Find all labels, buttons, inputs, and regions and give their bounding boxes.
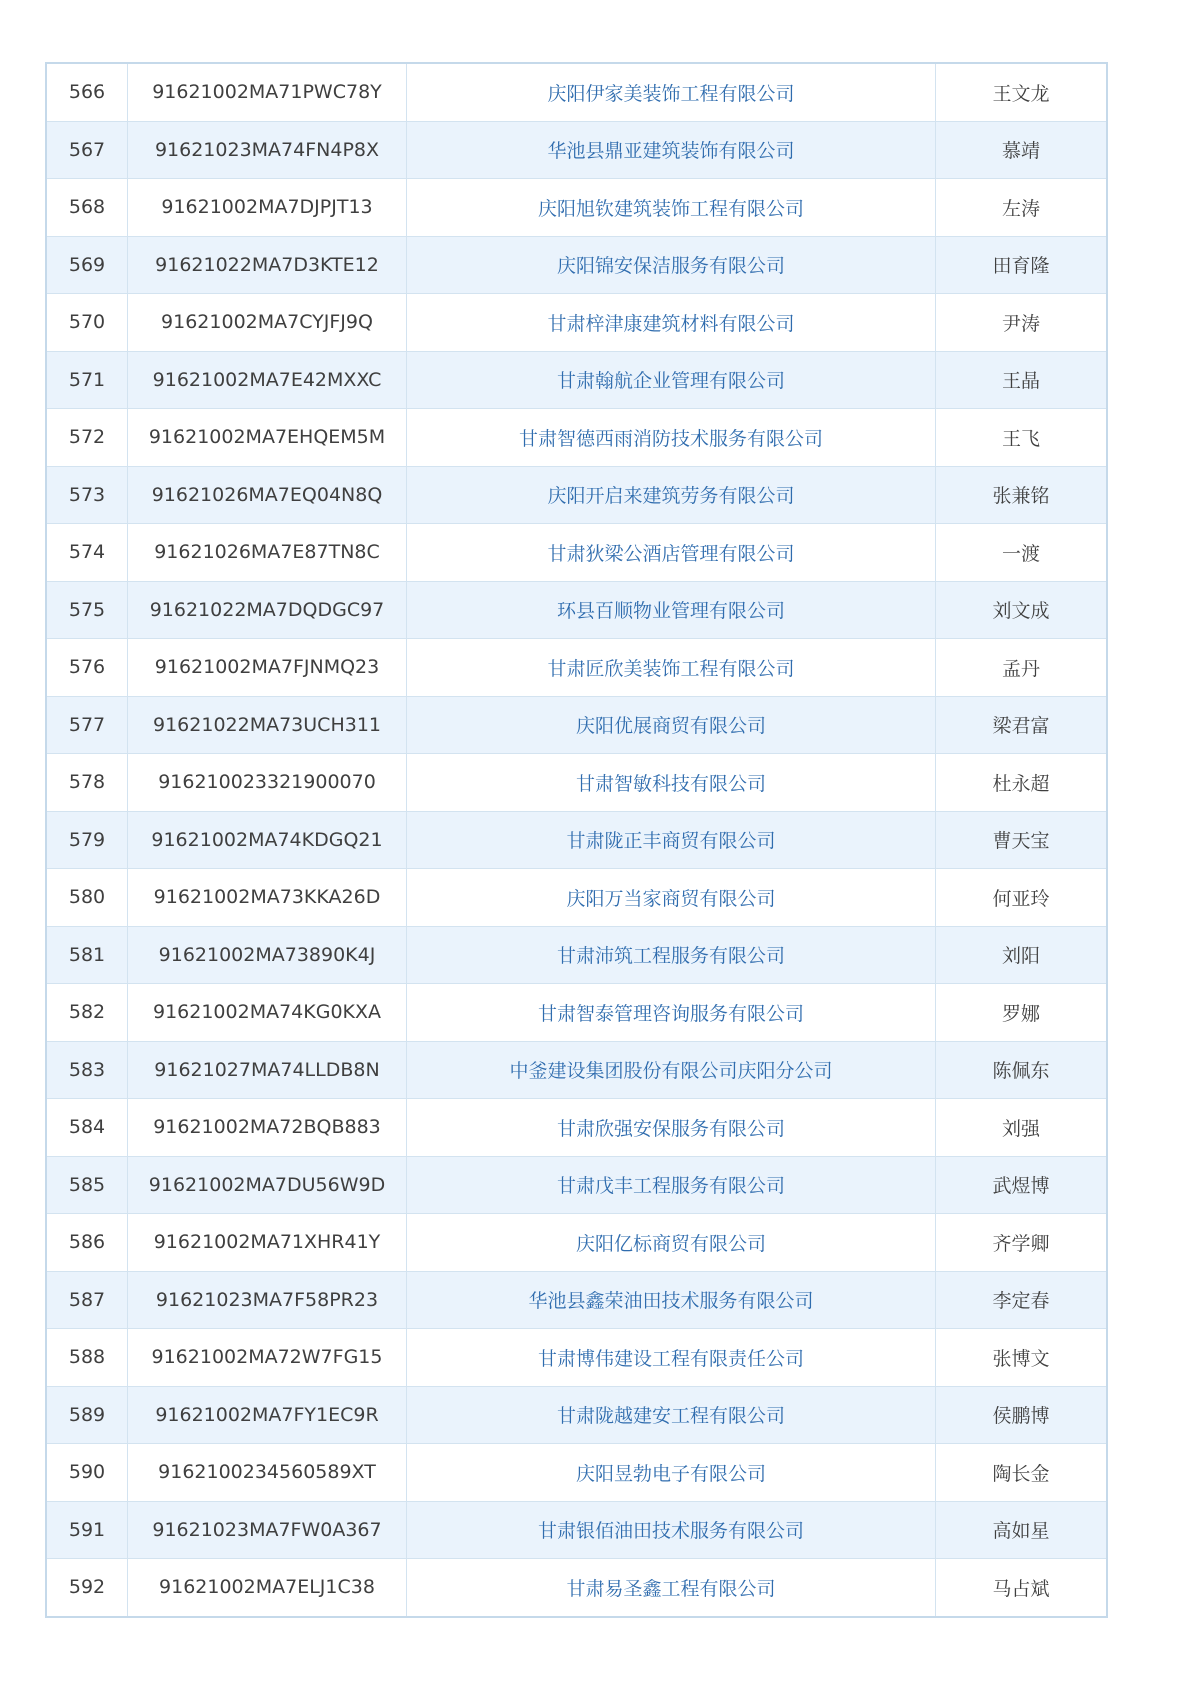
serial-number-cell: 581 <box>46 926 128 984</box>
serial-number-cell: 573 <box>46 466 128 524</box>
serial-number-cell: 574 <box>46 524 128 582</box>
table-row <box>46 639 1107 697</box>
serial-number-cell: 587 <box>46 1271 128 1329</box>
serial-number-cell: 577 <box>46 696 128 754</box>
company-name-cell: 庆阳优展商贸有限公司 <box>407 696 936 754</box>
legal-rep-cell: 罗娜 <box>936 984 1108 1042</box>
credit-code-cell: 916210023321900070 <box>128 754 407 812</box>
table-row <box>46 1386 1107 1444</box>
legal-rep-cell: 刘强 <box>936 1099 1108 1157</box>
credit-code-cell: 91621022MA73UCH311 <box>128 696 407 754</box>
legal-rep-cell: 杜永超 <box>936 754 1108 812</box>
company-name-cell: 甘肃沛筑工程服务有限公司 <box>407 926 936 984</box>
credit-code-cell: 91621002MA74KG0KXA <box>128 984 407 1042</box>
company-name-cell: 庆阳旭钦建筑装饰工程有限公司 <box>407 179 936 237</box>
company-name-cell: 甘肃梓津康建筑材料有限公司 <box>407 294 936 352</box>
registry-table <box>45 62 1108 1618</box>
legal-rep-cell: 王飞 <box>936 409 1108 467</box>
table-row <box>46 1329 1107 1387</box>
company-name-cell: 甘肃狄梁公酒店管理有限公司 <box>407 524 936 582</box>
company-name-cell: 华池县鑫荣油田技术服务有限公司 <box>407 1271 936 1329</box>
legal-rep-cell: 马占斌 <box>936 1559 1108 1617</box>
table-row <box>46 1156 1107 1214</box>
serial-number-cell: 579 <box>46 811 128 869</box>
table-row <box>46 121 1107 179</box>
legal-rep-cell: 慕靖 <box>936 121 1108 179</box>
credit-code-cell: 91621002MA74KDGQ21 <box>128 811 407 869</box>
legal-rep-cell: 王文龙 <box>936 63 1108 121</box>
credit-code-cell: 91621002MA72BQB883 <box>128 1099 407 1157</box>
credit-code-cell: 91621027MA74LLDB8N <box>128 1041 407 1099</box>
company-name-cell: 甘肃智敏科技有限公司 <box>407 754 936 812</box>
serial-number-cell: 568 <box>46 179 128 237</box>
legal-rep-cell: 李定春 <box>936 1271 1108 1329</box>
company-name-cell: 甘肃博伟建设工程有限责任公司 <box>407 1329 936 1387</box>
legal-rep-cell: 曹天宝 <box>936 811 1108 869</box>
company-name-cell: 华池县鼎亚建筑装饰有限公司 <box>407 121 936 179</box>
credit-code-cell: 91621002MA71PWC78Y <box>128 63 407 121</box>
table-row <box>46 524 1107 582</box>
company-name-cell: 庆阳万当家商贸有限公司 <box>407 869 936 927</box>
table-row <box>46 1444 1107 1502</box>
credit-code-cell: 91621026MA7E87TN8C <box>128 524 407 582</box>
serial-number-cell: 588 <box>46 1329 128 1387</box>
credit-code-cell: 91621002MA7EHQEM5M <box>128 409 407 467</box>
credit-code-cell: 91621022MA7DQDGC97 <box>128 581 407 639</box>
serial-number-cell: 575 <box>46 581 128 639</box>
serial-number-cell: 583 <box>46 1041 128 1099</box>
company-name-cell: 甘肃智泰管理咨询服务有限公司 <box>407 984 936 1042</box>
table-row <box>46 466 1107 524</box>
credit-code-cell: 91621002MA7ELJ1C38 <box>128 1559 407 1617</box>
legal-rep-cell: 一渡 <box>936 524 1108 582</box>
legal-rep-cell: 田育隆 <box>936 236 1108 294</box>
serial-number-cell: 584 <box>46 1099 128 1157</box>
company-name-cell: 甘肃智德西雨消防技术服务有限公司 <box>407 409 936 467</box>
legal-rep-cell: 陶长金 <box>936 1444 1108 1502</box>
credit-code-cell: 91621002MA7DU56W9D <box>128 1156 407 1214</box>
legal-rep-cell: 陈佩东 <box>936 1041 1108 1099</box>
table-row <box>46 294 1107 352</box>
credit-code-cell: 91621023MA7FW0A367 <box>128 1501 407 1559</box>
credit-code-cell: 91621022MA7D3KTE12 <box>128 236 407 294</box>
table-row <box>46 869 1107 927</box>
serial-number-cell: 576 <box>46 639 128 697</box>
credit-code-cell: 91621002MA73KKA26D <box>128 869 407 927</box>
company-name-cell: 庆阳伊家美装饰工程有限公司 <box>407 63 936 121</box>
table-row <box>46 63 1107 121</box>
legal-rep-cell: 刘文成 <box>936 581 1108 639</box>
company-name-cell: 甘肃陇越建安工程有限公司 <box>407 1386 936 1444</box>
company-name-cell: 庆阳锦安保洁服务有限公司 <box>407 236 936 294</box>
credit-code-cell: 91621002MA71XHR41Y <box>128 1214 407 1272</box>
legal-rep-cell: 左涛 <box>936 179 1108 237</box>
company-name-cell: 甘肃欣强安保服务有限公司 <box>407 1099 936 1157</box>
credit-code-cell: 91621002MA7E42MXXC <box>128 351 407 409</box>
table-row <box>46 696 1107 754</box>
credit-code-cell: 91621023MA74FN4P8X <box>128 121 407 179</box>
serial-number-cell: 582 <box>46 984 128 1042</box>
legal-rep-cell: 张兼铭 <box>936 466 1108 524</box>
company-name-cell: 甘肃戊丰工程服务有限公司 <box>407 1156 936 1214</box>
company-name-cell: 庆阳昱勃电子有限公司 <box>407 1444 936 1502</box>
company-name-cell: 庆阳开启来建筑劳务有限公司 <box>407 466 936 524</box>
legal-rep-cell: 武煜博 <box>936 1156 1108 1214</box>
company-name-cell: 甘肃翰航企业管理有限公司 <box>407 351 936 409</box>
legal-rep-cell: 侯鹏博 <box>936 1386 1108 1444</box>
legal-rep-cell: 齐学卿 <box>936 1214 1108 1272</box>
company-name-cell: 中釜建设集团股份有限公司庆阳分公司 <box>407 1041 936 1099</box>
serial-number-cell: 586 <box>46 1214 128 1272</box>
serial-number-cell: 572 <box>46 409 128 467</box>
legal-rep-cell: 孟丹 <box>936 639 1108 697</box>
table-row <box>46 811 1107 869</box>
serial-number-cell: 570 <box>46 294 128 352</box>
company-name-cell: 甘肃匠欣美装饰工程有限公司 <box>407 639 936 697</box>
serial-number-cell: 567 <box>46 121 128 179</box>
serial-number-cell: 566 <box>46 63 128 121</box>
legal-rep-cell: 王晶 <box>936 351 1108 409</box>
company-name-cell: 环县百顺物业管理有限公司 <box>407 581 936 639</box>
table-row <box>46 236 1107 294</box>
table-row <box>46 1214 1107 1272</box>
credit-code-cell: 91621002MA7DJPJT13 <box>128 179 407 237</box>
legal-rep-cell: 刘阳 <box>936 926 1108 984</box>
credit-code-cell: 91621002MA73890K4J <box>128 926 407 984</box>
serial-number-cell: 585 <box>46 1156 128 1214</box>
legal-rep-cell: 尹涛 <box>936 294 1108 352</box>
legal-rep-cell: 张博文 <box>936 1329 1108 1387</box>
credit-code-cell: 91621023MA7F58PR23 <box>128 1271 407 1329</box>
credit-code-cell: 9162100234560589XT <box>128 1444 407 1502</box>
legal-rep-cell: 高如星 <box>936 1501 1108 1559</box>
table-body <box>46 63 1107 1617</box>
legal-rep-cell: 何亚玲 <box>936 869 1108 927</box>
serial-number-cell: 589 <box>46 1386 128 1444</box>
serial-number-cell: 592 <box>46 1559 128 1617</box>
table-row <box>46 409 1107 467</box>
table-row <box>46 351 1107 409</box>
table-row <box>46 1501 1107 1559</box>
legal-rep-cell: 梁君富 <box>936 696 1108 754</box>
table-row <box>46 179 1107 237</box>
serial-number-cell: 590 <box>46 1444 128 1502</box>
serial-number-cell: 580 <box>46 869 128 927</box>
serial-number-cell: 578 <box>46 754 128 812</box>
table-row <box>46 1041 1107 1099</box>
company-name-cell: 甘肃陇正丰商贸有限公司 <box>407 811 936 869</box>
table-row <box>46 754 1107 812</box>
credit-code-cell: 91621026MA7EQ04N8Q <box>128 466 407 524</box>
company-name-cell: 甘肃易圣鑫工程有限公司 <box>407 1559 936 1617</box>
credit-code-cell: 91621002MA7FJNMQ23 <box>128 639 407 697</box>
table-row <box>46 1099 1107 1157</box>
credit-code-cell: 91621002MA72W7FG15 <box>128 1329 407 1387</box>
table-row <box>46 926 1107 984</box>
credit-code-cell: 91621002MA7CYJFJ9Q <box>128 294 407 352</box>
serial-number-cell: 591 <box>46 1501 128 1559</box>
table-row <box>46 984 1107 1042</box>
table-row <box>46 1271 1107 1329</box>
company-name-cell: 庆阳亿标商贸有限公司 <box>407 1214 936 1272</box>
table-row <box>46 581 1107 639</box>
serial-number-cell: 571 <box>46 351 128 409</box>
company-name-cell: 甘肃银佰油田技术服务有限公司 <box>407 1501 936 1559</box>
table-row <box>46 1559 1107 1617</box>
credit-code-cell: 91621002MA7FY1EC9R <box>128 1386 407 1444</box>
serial-number-cell: 569 <box>46 236 128 294</box>
